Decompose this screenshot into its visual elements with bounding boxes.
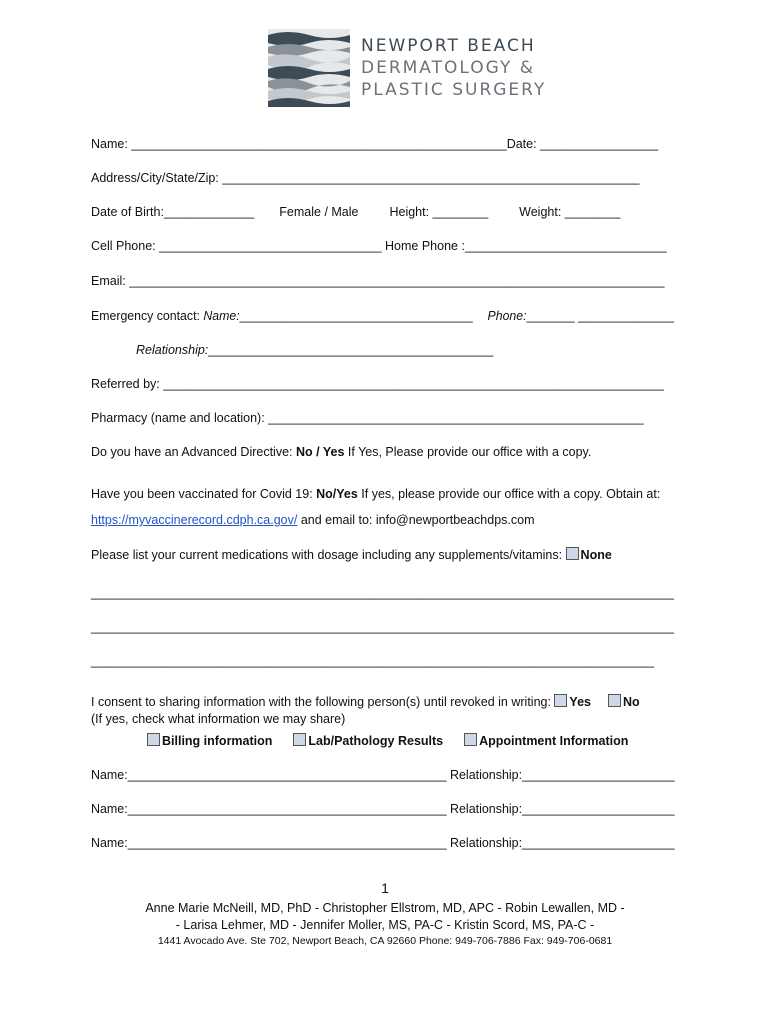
referred-by-field[interactable]: Referred by: ________________________________________________________________________ [91, 377, 664, 391]
practice-logo [268, 29, 547, 109]
advance-directive-row [91, 445, 591, 459]
emergency-phone-field[interactable]: _______ ______________ [526, 309, 674, 323]
consent-row [91, 694, 640, 709]
billing-label: Billing information [162, 734, 273, 748]
sex-field[interactable]: Female / Male [279, 205, 359, 219]
medications-line-3[interactable]: _________________________________________________________________________________ [91, 654, 655, 668]
dob-sex-height-weight-row [91, 205, 620, 219]
logo-line-1: NEWPORT BEACH [361, 36, 536, 56]
consent-text: I consent to sharing information with the following person(s) until revoked in writing: [91, 695, 555, 709]
covid-link-row [91, 513, 535, 527]
medications-line-1[interactable]: ______________________________________________________________________________________ [91, 586, 674, 600]
consent-yes-label: Yes [569, 695, 591, 709]
medications-line-2[interactable]: ______________________________________________________________________________________ [91, 620, 674, 634]
doctors-line-1: Anne Marie McNeill, MD, PhD - Christopher Ellstrom, MD, APC - Robin Lewallen, MD - [145, 901, 625, 915]
advance-directive-choice[interactable]: No / Yes [295, 445, 345, 459]
logo-wordmark [361, 35, 546, 101]
medications-row [91, 547, 612, 562]
emergency-name-field[interactable]: __________________________________ [239, 309, 473, 323]
doctors-line-2: - Larisa Lehmer, MD - Jennifer Moller, MS, PA-C - Kristin Scord, MS, PA-C - [175, 918, 595, 932]
covid-label: Have you been vaccinated for Covid 19: [91, 487, 317, 501]
share-options-row [147, 733, 628, 748]
appointment-checkbox[interactable] [464, 733, 477, 746]
emergency-contact-row [91, 309, 674, 323]
consent-no-label: No [622, 695, 640, 709]
relationship-label: Relationship: [136, 343, 209, 357]
consent-yes-checkbox[interactable] [554, 694, 567, 707]
covid-choice[interactable]: No/Yes [316, 487, 358, 501]
vaccine-record-link[interactable]: https://myvaccinerecord.cdph.ca.gov/ [91, 513, 298, 527]
shared-contact-3[interactable]: Name:______________________________________________ Relationship:______________________ [91, 836, 675, 850]
billing-checkbox[interactable] [147, 733, 160, 746]
covid-note: If yes, please provide our office with a copy. Obtain at: [357, 487, 661, 501]
consent-no-checkbox[interactable] [608, 694, 621, 707]
lab-results-label: Lab/Pathology Results [308, 734, 444, 748]
relationship-field[interactable]: _________________________________________ [208, 343, 494, 357]
advance-directive-label: Do you have an Advanced Directive: [91, 445, 296, 459]
covid-email-note: and email to: info@newportbeachdps.com [297, 513, 535, 527]
practice-address: 1441 Avocado Ave. Ste 702, Newport Beach, CA 92660 Phone: 949-706-7886 Fax: 949-706-0681 [157, 935, 613, 947]
weight-field[interactable]: Weight: ________ [519, 205, 621, 219]
medications-none-checkbox[interactable] [566, 547, 579, 560]
advance-directive-note: If Yes, Please provide our office with a copy. [344, 445, 592, 459]
appointment-label: Appointment Information [479, 734, 629, 748]
emergency-label: Emergency contact: [91, 309, 204, 323]
wave-emblem-icon [268, 29, 350, 107]
email-field[interactable]: Email: _____________________________________________________________________________ [91, 274, 665, 288]
dob-field[interactable]: Date of Birth:_____________ [91, 205, 255, 219]
emergency-phone-label: Phone: [487, 309, 527, 323]
pharmacy-field[interactable]: Pharmacy (name and location): ______________________________________________________ [91, 411, 644, 425]
covid-row [91, 487, 660, 501]
relationship-row [136, 343, 493, 357]
address-field[interactable]: Address/City/State/Zip: ____________________________________________________________ [91, 171, 640, 185]
medications-none-label: None [580, 548, 612, 562]
shared-contact-1[interactable]: Name:______________________________________________ Relationship:______________________ [91, 768, 675, 782]
lab-results-checkbox[interactable] [293, 733, 306, 746]
medications-prompt: Please list your current medications with dosage including any supplements/vitamins: [91, 548, 566, 562]
page-number: 1 [381, 880, 389, 896]
shared-contact-2[interactable]: Name:______________________________________________ Relationship:______________________ [91, 802, 675, 816]
emergency-name-label: Name: [203, 309, 240, 323]
name-date-field[interactable]: Name: ______________________________________________________Date: _________________ [91, 137, 659, 151]
logo-line-3: PLASTIC SURGERY [361, 80, 547, 100]
logo-line-2: DERMATOLOGY & [361, 58, 536, 78]
phone-field[interactable]: Cell Phone: ________________________________ Home Phone :_____________________________ [91, 239, 667, 253]
height-field[interactable]: Height: ________ [389, 205, 489, 219]
consent-note: (If yes, check what information we may share) [91, 712, 346, 726]
